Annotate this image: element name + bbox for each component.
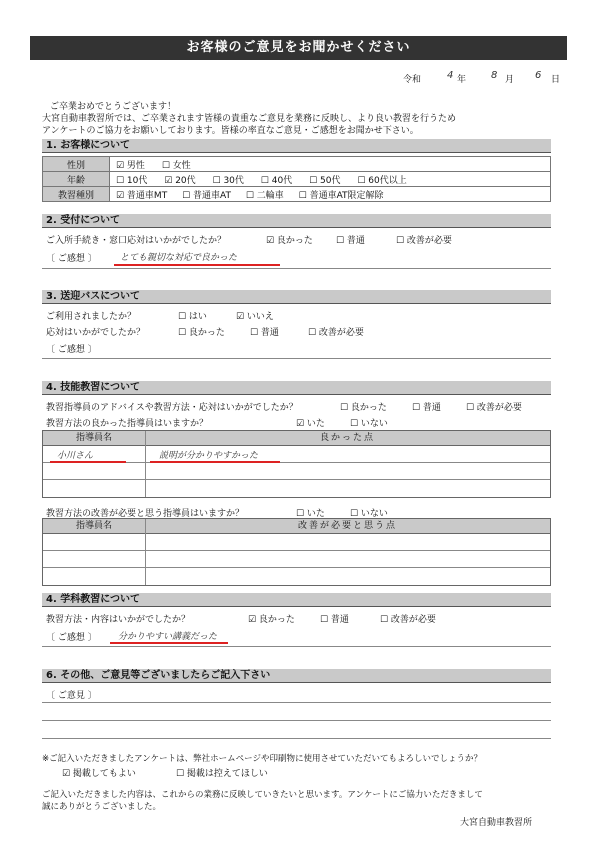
gender-female[interactable]: ☐ 女性 [161, 160, 191, 171]
bad-col-name: 指導員名 [75, 521, 112, 531]
type-motorcycle[interactable]: ☐ 二輪車 [245, 190, 284, 201]
good-instructor-name: 小川さん [57, 451, 94, 461]
publish-deny[interactable]: ☐ 掲載は控えてほしい [176, 769, 268, 779]
age-50s[interactable]: ☐ 50代 [309, 175, 341, 186]
skill-q2: 教習方法の良かった指導員はいますか？ [46, 419, 209, 429]
academic-question: 教習方法・内容はいかがでしたか？ [46, 615, 191, 625]
skill-good[interactable]: ☐ 良かった [340, 403, 387, 413]
section-customer: 1. お客様について [42, 139, 551, 153]
publish-allow[interactable]: ☑ 掲載してもよい [62, 769, 136, 779]
academic-normal[interactable]: ☐ 普通 [320, 615, 349, 625]
skill-bad-yes[interactable]: ☐ いた [296, 509, 325, 519]
section-reception: 2. 受付について [42, 214, 551, 228]
bus-no[interactable]: ☑ いいえ [236, 312, 274, 322]
age-40s[interactable]: ☐ 40代 [260, 175, 293, 186]
row-divider [43, 567, 550, 568]
good-instructor-point: 説明が分かりやすかった [159, 451, 259, 461]
survey-title: お客様のご意見をお聞かせください [30, 36, 567, 60]
reception-comment-label: 〔 ご感想 〕 [46, 254, 97, 264]
bus-improve[interactable]: ☐ 改善が必要 [308, 328, 364, 338]
divider [42, 358, 551, 359]
divider [42, 738, 551, 739]
date-era: 令和 [403, 75, 422, 85]
reception-normal[interactable]: ☐ 普通 [336, 236, 365, 246]
reception-good[interactable]: ☑ 良かった [266, 236, 313, 246]
good-point-underline [150, 461, 280, 463]
profile-table [42, 156, 551, 202]
type-mt[interactable]: ☑ 普通車MT [116, 190, 168, 201]
date-month: 8 [491, 70, 498, 81]
improve-instructor-table [42, 518, 551, 586]
skill-q3: 教習方法の改善が必要と思う指導員はいますか？ [46, 509, 245, 519]
closing-line-2: 誠にありがとうございました。 [42, 802, 162, 812]
section-skill: 4. 技能教習について [42, 381, 551, 395]
bad-col-point: 改善が必要と思う点 [297, 521, 397, 531]
date-year: 4 [447, 70, 454, 81]
age-20s[interactable]: ☑ 20代 [164, 175, 196, 186]
academic-good[interactable]: ☑ 良かった [248, 615, 295, 625]
type-options [110, 187, 551, 202]
column-divider [145, 431, 146, 497]
other-comment-label: 〔 ご意見 〕 [46, 691, 97, 701]
skill-q1: 教習指導員のアドバイスや教習方法・応対はいかがでしたか？ [46, 403, 298, 413]
date [403, 72, 573, 85]
footer-school-name: 大宮自動車教習所 [460, 818, 533, 828]
section-bus: 3. 送迎バスについて [42, 290, 551, 304]
bus-q1: ご利用されましたか？ [46, 312, 137, 322]
age-30s[interactable]: ☐ 30代 [212, 175, 244, 186]
skill-bad-no[interactable]: ☐ いない [350, 509, 388, 519]
date-year-unit: 年 [457, 75, 467, 85]
row-divider [43, 479, 550, 480]
age-label: 年齢 [43, 172, 110, 187]
section-other: 6. その他、ご意見等ございましたらご記入下さい [42, 669, 551, 683]
row-divider [43, 550, 550, 551]
reception-improve[interactable]: ☐ 改善が必要 [396, 236, 452, 246]
gender-options [110, 157, 551, 172]
skill-good-no[interactable]: ☐ いない [350, 419, 388, 429]
divider [42, 646, 551, 647]
skill-good-yes[interactable]: ☑ いた [296, 419, 325, 429]
column-divider [145, 519, 146, 585]
academic-improve[interactable]: ☐ 改善が必要 [380, 615, 436, 625]
section-academic: 4. 学科教習について [42, 593, 551, 607]
bus-normal[interactable]: ☐ 普通 [250, 328, 279, 338]
intro-line-2: 大宮自動車教習所では、ご卒業されます皆様の貴重なご意見を業務に反映し、より良い教習を行うため [42, 114, 457, 124]
type-at-limit-release[interactable]: ☐ 普通車AT限定解除 [298, 190, 384, 201]
bus-yes[interactable]: ☐ はい [178, 312, 207, 322]
bus-comment-label: 〔 ご感想 〕 [46, 345, 97, 355]
gender-male[interactable]: ☑ 男性 [116, 160, 145, 171]
type-at[interactable]: ☐ 普通車AT [182, 190, 231, 201]
skill-improve[interactable]: ☐ 改善が必要 [466, 403, 522, 413]
good-instructor-table [42, 430, 551, 498]
date-day: 6 [535, 70, 542, 81]
academic-comment-label: 〔 ご感想 〕 [46, 633, 97, 643]
closing-line-1: ご記入いただきました内容は、これからの業務に反映していきたいと思います。アンケートにご協力いただきまして [42, 790, 483, 800]
bus-good[interactable]: ☐ 良かった [178, 328, 225, 338]
bus-q2: 応対はいかがでしたか？ [46, 328, 146, 338]
reception-comment-underline [114, 264, 280, 266]
divider [42, 268, 551, 269]
date-day-unit: 日 [551, 75, 561, 85]
divider [42, 702, 551, 703]
skill-normal[interactable]: ☐ 普通 [412, 403, 441, 413]
reception-comment: とても親切な対応で良かった [120, 253, 238, 263]
intro-line-3: アンケートのご協力をお願いしております。皆様の率直なご意見・ご感想をお聞かせ下さい。 [42, 126, 419, 136]
date-month-unit: 月 [505, 75, 515, 85]
divider [42, 720, 551, 721]
gender-label: 性別 [43, 157, 110, 172]
age-options [110, 172, 551, 187]
publish-question: ※ご記入いただきましたアンケートは、弊社ホームページや印刷物に使用させていただいてもよろしいでしょうか？ [42, 754, 482, 764]
age-60s[interactable]: ☐ 60代以上 [357, 175, 407, 186]
good-name-underline [50, 461, 126, 463]
academic-comment: 分かりやすい講義だった [118, 632, 218, 642]
type-label: 教習種別 [43, 187, 110, 202]
intro-line-1: ご卒業おめでとうございます！ [50, 102, 177, 112]
good-col-name: 指導員名 [75, 433, 112, 443]
academic-comment-underline [110, 642, 228, 644]
reception-question: ご入所手続き・窓口応対はいかがでしたか？ [46, 236, 227, 246]
good-col-point: 良かった点 [319, 433, 375, 443]
age-10s[interactable]: ☐ 10代 [116, 175, 148, 186]
